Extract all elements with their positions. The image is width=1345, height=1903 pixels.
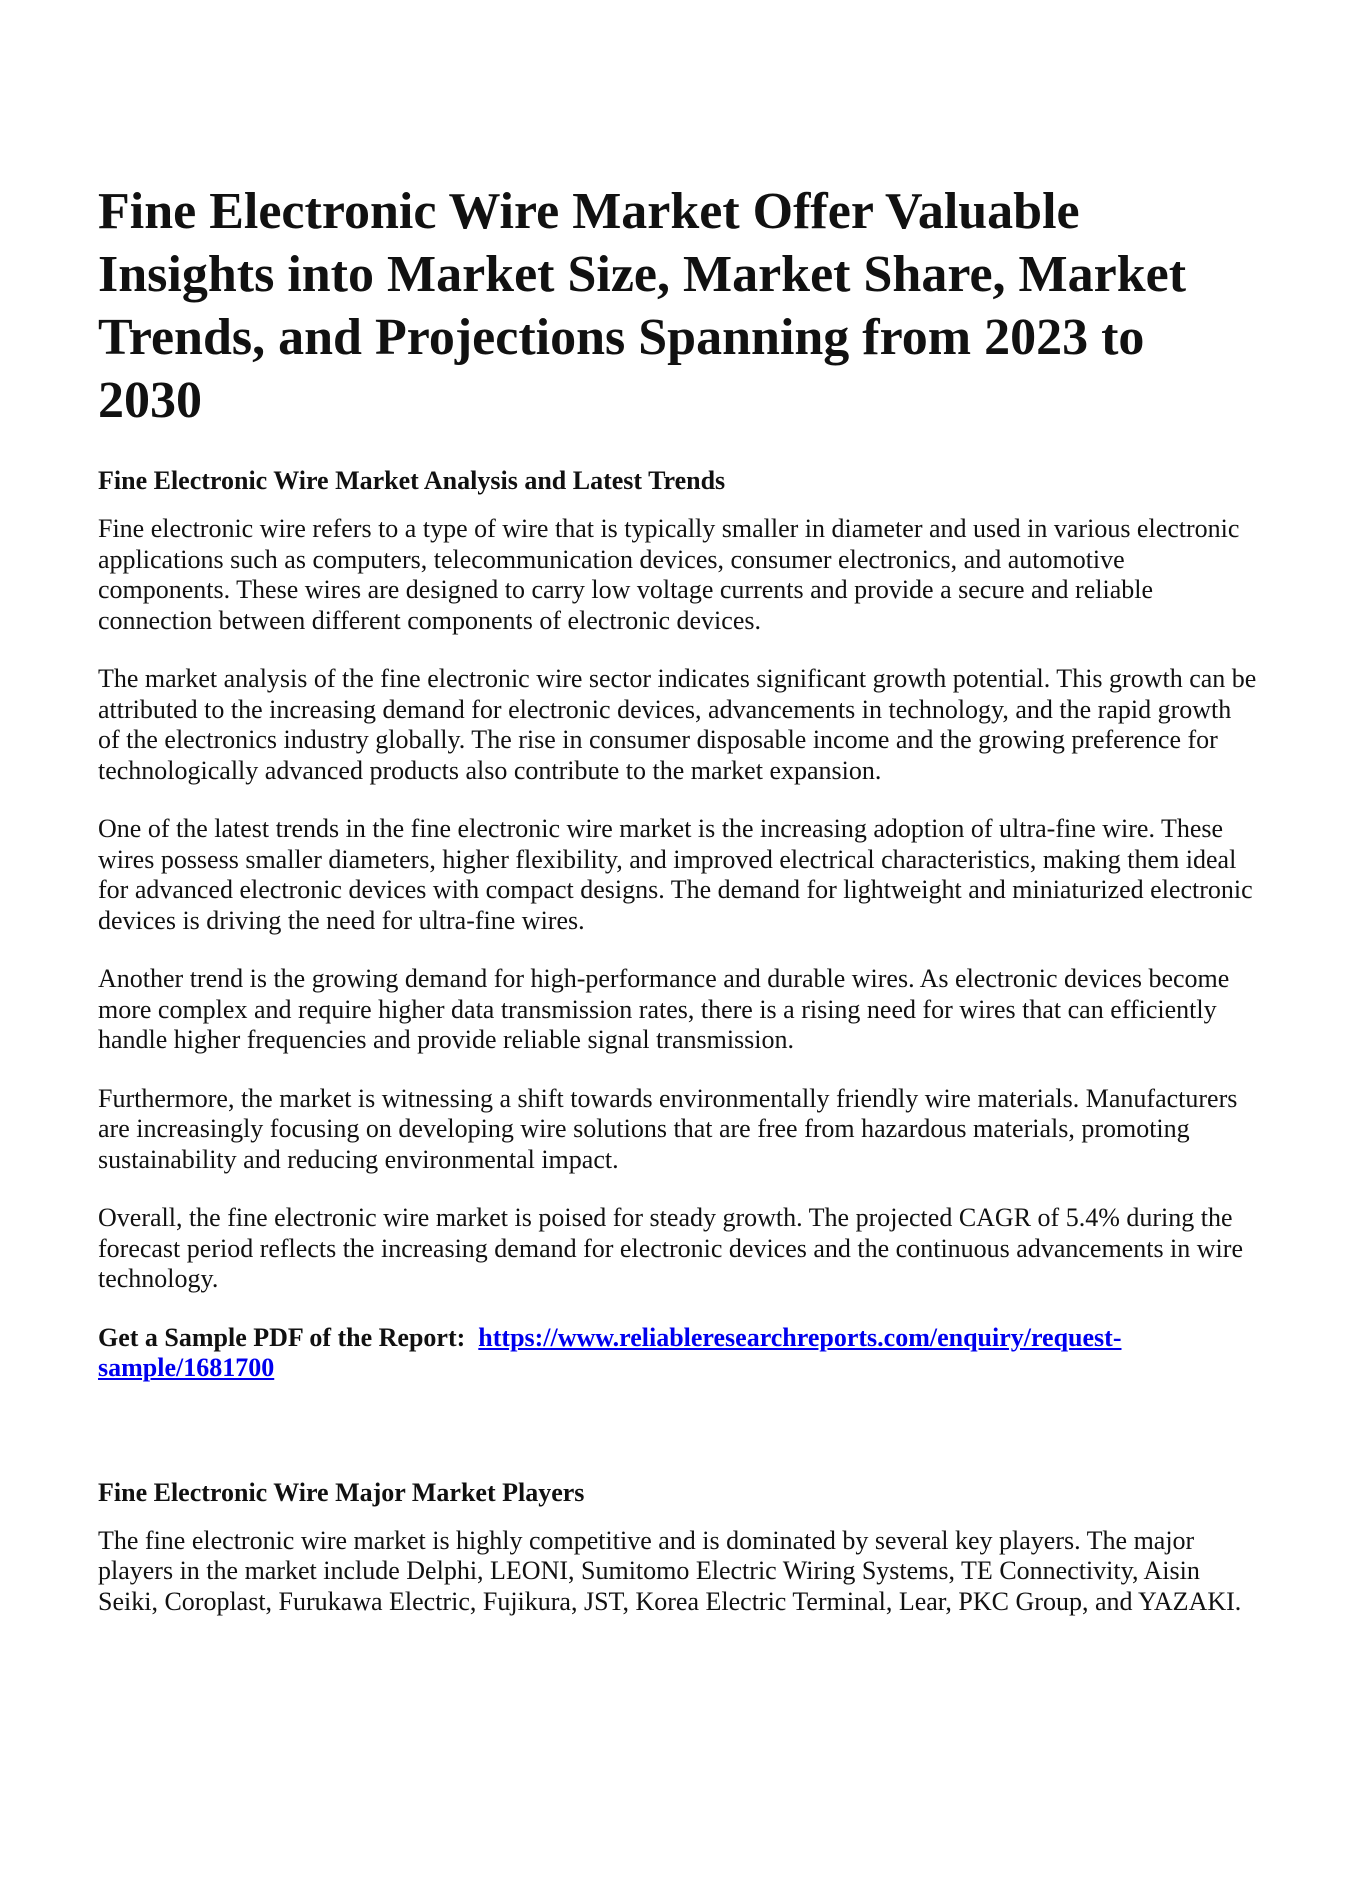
sample-pdf-line	[98, 1323, 1258, 1384]
paragraph-definition: Fine electronic wire refers to a type of wire that is typically smaller in diameter and used in various electronic applications such as computers, telecommunication devices, consumer electronics, and automotive components. These wires are designed to carry low voltage currents and provide a secure and reliable connection between different components of electronic devices.	[98, 514, 1240, 635]
paragraph-overall-growth: Overall, the fine electronic wire market is poised for steady growth. The projected CAGR of 5.4% during the forecast period reflects the increasing demand for electronic devices and the continuous advancements in wire technology.	[98, 1203, 1243, 1293]
paragraph-market-analysis: The market analysis of the fine electronic wire sector indicates significant growth potential. This growth can be attributed to the increasing demand for electronic devices, advancements in technology, and the rapid growth of the electronics industry globally. The rise in consumer disposable income and the growing preference for technologically advanced products also contribute to the market expansion.	[98, 664, 1257, 785]
paragraph-ultra-fine-trend: One of the latest trends in the fine electronic wire market is the increasing adoption of ultra-fine wire. These wires possess smaller diameters, higher flexibility, and improved electrical characteristics, making them ideal for advanced electronic devices with compact designs. The demand for lightweight and miniaturized electronic devices is driving the need for ultra-fine wires.	[98, 814, 1253, 935]
sample-pdf-link[interactable]: https://www.reliableresearchreports.com/enquiry/request-sample/1681700	[98, 1322, 1122, 1382]
paragraph-major-players: The fine electronic wire market is highly competitive and is dominated by several key players. The major players in the market include Delphi, LEONI, Sumitomo Electric Wiring Systems, TE Connectivity, Aisin Seiki, Coroplast, Furukawa Electric, Fujikura, JST, Korea Electric Terminal, Lear, PKC Group, and YAZAKI.	[98, 1525, 1242, 1616]
title-line-4: 2030	[98, 372, 202, 429]
page-title	[98, 180, 1258, 432]
title-line-3: Trends, and Projections Spanning from 2023 to	[98, 309, 1145, 366]
section-heading-players: Fine Electronic Wire Major Market Players	[98, 1477, 585, 1507]
paragraph-high-performance-trend: Another trend is the growing demand for high-performance and durable wires. As electronic devices become more complex and require higher data transmission rates, there is a rising need for wires that can efficiently handle higher frequencies and provide reliable signal transmission.	[98, 964, 1230, 1054]
title-line-1: Fine Electronic Wire Market Offer Valuable	[98, 183, 1080, 240]
section-heading-analysis: Fine Electronic Wire Market Analysis and Latest Trends	[98, 466, 726, 495]
title-line-2: Insights into Market Size, Market Share, Market	[98, 246, 1187, 303]
paragraph-environmental-trend: Furthermore, the market is witnessing a shift towards environmentally friendly wire materials. Manufacturers are increasingly focusing on developing wire solutions that are free from hazardous materials, promoting sustainability and reducing environmental impact.	[98, 1083, 1238, 1174]
sample-pdf-label: Get a Sample PDF of the Report:	[98, 1322, 466, 1352]
